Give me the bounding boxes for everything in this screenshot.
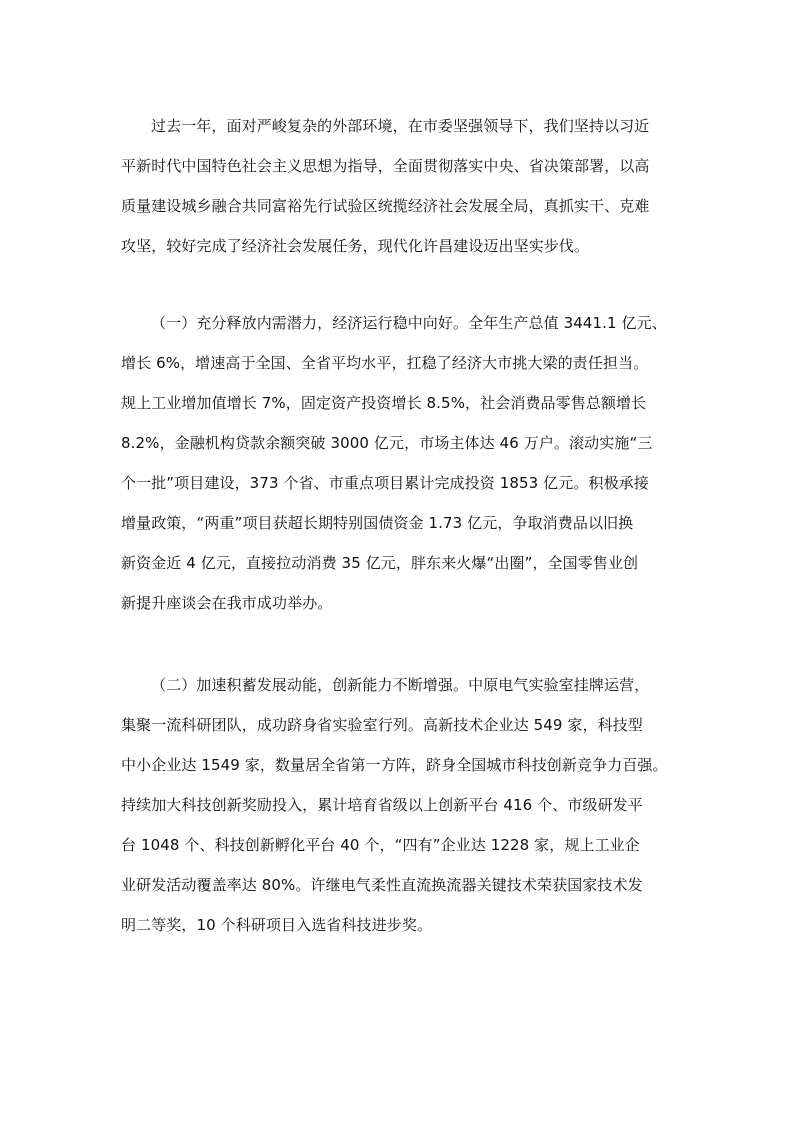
paragraph-intro xyxy=(121,106,691,266)
text-line: 持续加大科技创新奖励投入，累计培育省级以上创新平台 416 个、市级研发平 xyxy=(121,796,643,814)
paragraph-section-2 xyxy=(121,665,691,945)
text-line: 业研发活动覆盖率达 80%。许继电气柔性直流换流器关键技术荣获国家技术发 xyxy=(121,876,643,894)
paragraph-section-1 xyxy=(121,303,691,623)
text-line: （二）加速积蓄发展动能，创新能力不断增强。中原电气实验室挂牌运营， xyxy=(151,676,650,694)
text-line: 新资金近 4 亿元，直接拉动消费 35 亿元，胖东来火爆“出圈”，全国零售业创 xyxy=(121,554,639,572)
text-line: 质量建设城乡融合共同富裕先行试验区统揽经济社会发展全局，真抓实干、克难 xyxy=(121,197,650,215)
text-line: 新提升座谈会在我市成功举办。 xyxy=(121,594,333,612)
text-line: 集聚一流科研团队，成功跻身省实验室行列。高新技术企业达 549 家，科技型 xyxy=(121,716,643,734)
text-line: 明二等奖，10 个科研项目入选省科技进步奖。 xyxy=(121,916,433,934)
text-line: 台 1048 个、科技创新孵化平台 40 个，“四有”企业达 1228 家，规上工业企 xyxy=(121,836,640,854)
text-line: 增长 6%，增速高于全国、全省平均水平，扛稳了经济大市挑大梁的责任担当。 xyxy=(121,354,649,372)
text-line: 平新时代中国特色社会主义思想为指导，全面贯彻落实中央、省决策部署，以高 xyxy=(121,157,650,175)
text-line: 中小企业达 1549 家，数量居全省第一方阵，跻身全国城市科技创新竞争力百强。 xyxy=(121,756,668,774)
text-line: 增量政策，“两重”项目获超长期特别国债资金 1.73 亿元，争取消费品以旧换 xyxy=(121,514,634,532)
text-line: 攻坚，较好完成了经济社会发展任务，现代化许昌建设迈出坚实步伐。 xyxy=(121,237,590,255)
text-line: 过去一年，面对严峻复杂的外部环境，在市委坚强领导下，我们坚持以习近 xyxy=(151,117,650,135)
text-line: 8.2%，金融机构贷款余额突破 3000 亿元，市场主体达 46 万户。滚动实施“三 xyxy=(121,434,653,452)
text-line: 个一批”项目建设，373 个省、市重点项目累计完成投资 1853 亿元。积极承接 xyxy=(121,474,649,492)
text-line: 规上工业增加值增长 7%，固定资产投资增长 8.5%，社会消费品零售总额增长 xyxy=(121,394,647,412)
text-line: （一）充分释放内需潜力，经济运行稳中向好。全年生产总值 3441.1 亿元、 xyxy=(151,314,667,332)
